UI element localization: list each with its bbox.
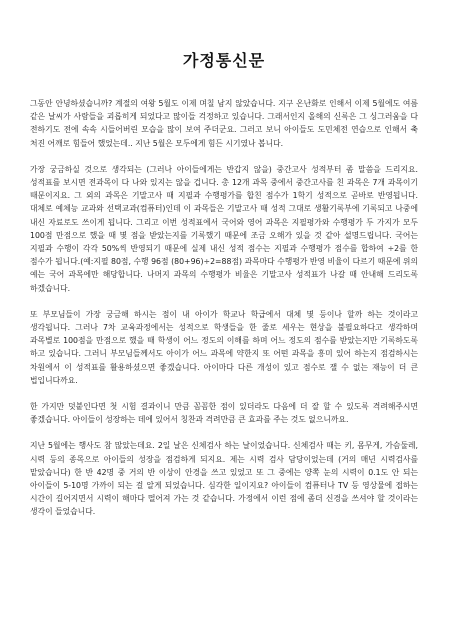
paragraph-ranking: 또 부모님들이 가장 궁금해 하시는 점이 내 아이가 학교나 학급에서 대체 몇 등이나 할까 하는 것이라고 생각됩니다. 그러나 7차 교육과정에서는 성적으로 학생들을 한 줄로 세우는 현상을 불필요하다고 생각하며 과목별로 100점을 만점으로 했을 때 학생이 어느 정도의 이해를 하며 어느 정도의 점수를 받았는지만 기록하도록 하고 있습니다. 그러니 부모님들께서도 아이가 어느 과목에 약한지 또 어떤 과목을 흥미 있어 하는지 점검하시는 차원에서 이 성적표를 활용하셨으면 좋겠습니다. 아이마다 다른 개성이 있고 점수로 잴 수 없는 재능이 더 큰 법입니다까요. [30,309,418,385]
paragraph-midterm-grades: 가장 궁금하실 것으로 생각되는 (그러나 아이들에게는 반갑지 않을) 중간고사 성적부터 좀 말씀을 드리지요. 성적표를 보시면 전과목이 다 나와 있지는 않을 겁니다. 총 12개 과목 중에서 중간고사를 친 과목은 7개 과목이기 때문이지요. 그 외의 과목은 기말고사 때 지필과 수행평가를 합친 점수가 1학기 성적으로 곧바로 반영됩니다. 대체로 예체능 교과와 선택교과(컴퓨터)인데 이 과목들은 기말고사 때 성적 그대로 생활기록부에 기록되고 나중에 내신 자료로도 쓰이게 됩니다. 그리고 이번 성적표에서 국어와 영어 과목은 지필평가와 수행평가 두 가지가 모두 100점 만점으로 했을 때 몇 점을 받았는지를 기록했기 때문에 조금 오해가 있을 것 같아 설명드립니다. 국어는 지필과 수행이 각각 50%씩 반영되기 때문에 실제 내신 성적 점수는 지필과 수행평가 점수를 합하여 ÷2를 한 점수가 됩니다.(예:지필 80점, 수행 96점 (80+96)÷2=88점) 과목마다 수행평가 반영 비율이 다르기 때문에 위의 예는 국어 과목에만 해당합니다. 나머지 과목의 수행평가 비율은 기말고사 성적표가 나갈 때 안내해 드리도록 하겠습니다. [30,164,418,293]
paragraph-encouragement: 한 가지만 덧붙인다면 첫 시험 결과이니 만큼 꼼꼼한 점이 있더라도 다음에 더 잘 할 수 있도록 격려해주시면 좋겠습니다. 아이들이 성장하는 데에 있어서 칭찬과 격려만큼 큰 효과를 주는 것도 없으니까요. [30,402,418,425]
page-title: 가정통신문 [182,51,266,70]
paragraph-health-check: 지난 5월에는 행사도 참 많았는데요. 2일 날은 신체검사 하는 날이었습니다. 신체검사 때는 키, 몸무게, 가슴둘레, 시력 등의 종목으로 아이들의 성장을 점검하게 되지요. 제는 시력 검사 담당이었는데 (거의 매년 시력검사를 맡았습니다) 한 반 42명 중 거의 반 이상이 안경을 쓰고 있었고 또 그 중에는 양쪽 눈의 시력이 0.1도 안 되는 아이들이 5-10명 가까이 되는 걸 알게 되었습니다. 심각한 일이지요? 아이들이 컴퓨터나 TV 등 영상물에 접하는 시간이 길어지면서 시력이 해마다 떨어져 가는 것 같습니다. 가정에서 이런 점에 좀더 신경을 쓰셔야 할 것이라는 생각이 들었습니다. [30,441,418,517]
paragraph-greeting: 그동안 안녕하셨습니까? 계절의 여왕 5월도 이제 며칠 남지 않았습니다. 지구 온난화로 인해서 이제 5월에도 여름 같은 날씨가 사람들을 괴롭히게 되었다고 많이들 걱정하고 있습니다. 그래서인지 올해의 신록은 그 싱그러움을 다 전하기도 전에 속속 시들어버린 모습을 많이 보여 주더군요. 그러고 보니 아이들도 도민체전 연습으로 인해서 축 처진 어깨로 힘들어 했었는데.. 지난 5월은 모두에게 힘든 시기였나 봅니다. [30,99,418,148]
